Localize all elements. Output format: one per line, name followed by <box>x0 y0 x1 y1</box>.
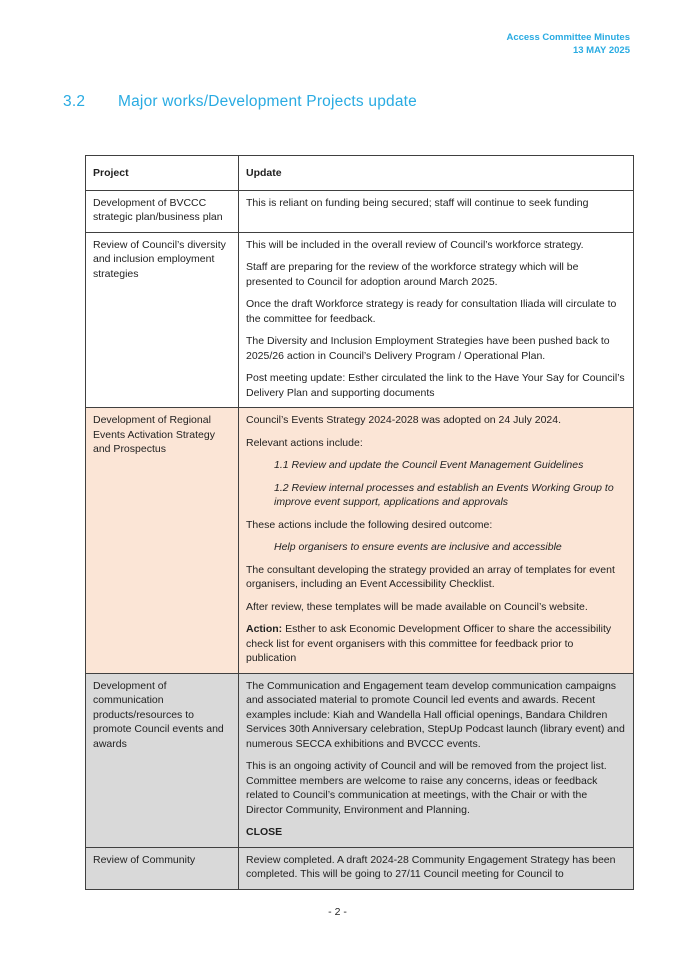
projects-table <box>85 155 634 890</box>
update-paragraph: 1.1 Review and update the Council Event Management Guidelines <box>274 459 584 471</box>
update-cell <box>239 673 634 847</box>
column-header: Project <box>86 156 239 191</box>
table-row <box>86 847 634 889</box>
update-paragraph: These actions include the following desired outcome: <box>246 518 493 531</box>
page-number: - 2 - <box>328 906 347 918</box>
update-paragraph: CLOSE <box>246 826 283 838</box>
table-row <box>86 408 634 674</box>
section-number: 3.2 <box>63 93 86 110</box>
section-title: Major works/Development Projects update <box>118 93 417 110</box>
update-paragraph: This is reliant on funding being secured; staff will continue to seek funding <box>246 196 589 209</box>
update-paragraph: The consultant developing the strategy provided an array of templates for event organisers, including an Event Accessibility Checklist. <box>246 563 615 590</box>
project-cell: Development of communication products/resources to promote Council events and awards <box>86 673 239 847</box>
document-header <box>506 32 630 57</box>
update-paragraph: This will be included in the overall review of Council’s workforce strategy. <box>246 238 584 251</box>
section-heading <box>63 93 417 111</box>
table-row <box>86 673 634 847</box>
update-paragraph: The Diversity and Inclusion Employment Strategies have been pushed back to 2025/26 action in Council’s Delivery Program / Operational Plan. <box>246 335 610 362</box>
update-cell <box>239 190 634 232</box>
table-row <box>86 232 634 408</box>
update-paragraph: Post meeting update: Esther circulated the link to the Have Your Say for Council’s Delivery Plan and supporting documents <box>246 372 625 399</box>
table-body <box>86 190 634 889</box>
update-paragraph: Council’s Events Strategy 2024-2028 was adopted on 24 July 2024. <box>246 414 562 426</box>
update-paragraph: After review, these templates will be made available on Council’s website. <box>246 600 588 613</box>
update-paragraph: Staff are preparing for the review of the workforce strategy which will be presented to Council for adoption around March 2025. <box>246 261 579 288</box>
update-paragraph: Help organisers to ensure events are inclusive and accessible <box>274 541 562 553</box>
update-paragraph: 1.2 Review internal processes and establish an Events Working Group to improve event support, applications and approvals <box>274 481 614 508</box>
header-title: Access Committee Minutes <box>506 32 630 43</box>
update-paragraph: Relevant actions include: <box>246 436 363 449</box>
update-cell <box>239 847 634 889</box>
update-cell <box>239 408 634 674</box>
project-cell: Development of Regional Events Activation Strategy and Prospectus <box>86 408 239 674</box>
update-paragraph: The Communication and Engagement team develop communication campaigns and associated material to promote Council led events and awards. Recent examples include: Kiah and Wandella Hall official openings, Bandara Children Services 30th Anniversary celebration, StepUp Podcast launch (library event) and numerous SECCA exhibitions and BVCCC events. <box>246 679 625 750</box>
update-paragraph: Review completed. A draft 2024-28 Community Engagement Strategy has been completed. This will be going to 27/11 Council meeting for Council to <box>246 853 616 880</box>
header-date: 13 MAY 2025 <box>572 44 630 56</box>
update-paragraph: Action: Esther to ask Economic Development Officer to share the accessibility check list for event organisers with this committee for feedback prior to publication <box>246 623 612 664</box>
column-header: Update <box>239 156 634 191</box>
update-paragraph: Once the draft Workforce strategy is ready for consultation Iliada will circulate to the committee for feedback. <box>246 298 617 325</box>
update-cell <box>239 232 634 408</box>
update-paragraph: This is an ongoing activity of Council and will be removed from the project list. Committee members are welcome to raise any concerns, ideas or feedback related to Council’s communication at meetings, with the Chair or with the Director Community, Environment and Planning. <box>246 760 607 816</box>
project-cell: Development of BVCCC strategic plan/business plan <box>86 190 239 232</box>
table-row <box>86 190 634 232</box>
project-cell: Review of Council’s diversity and inclusion employment strategies <box>86 232 239 408</box>
table-header-row <box>86 156 634 191</box>
project-cell: Review of Community <box>86 847 239 889</box>
